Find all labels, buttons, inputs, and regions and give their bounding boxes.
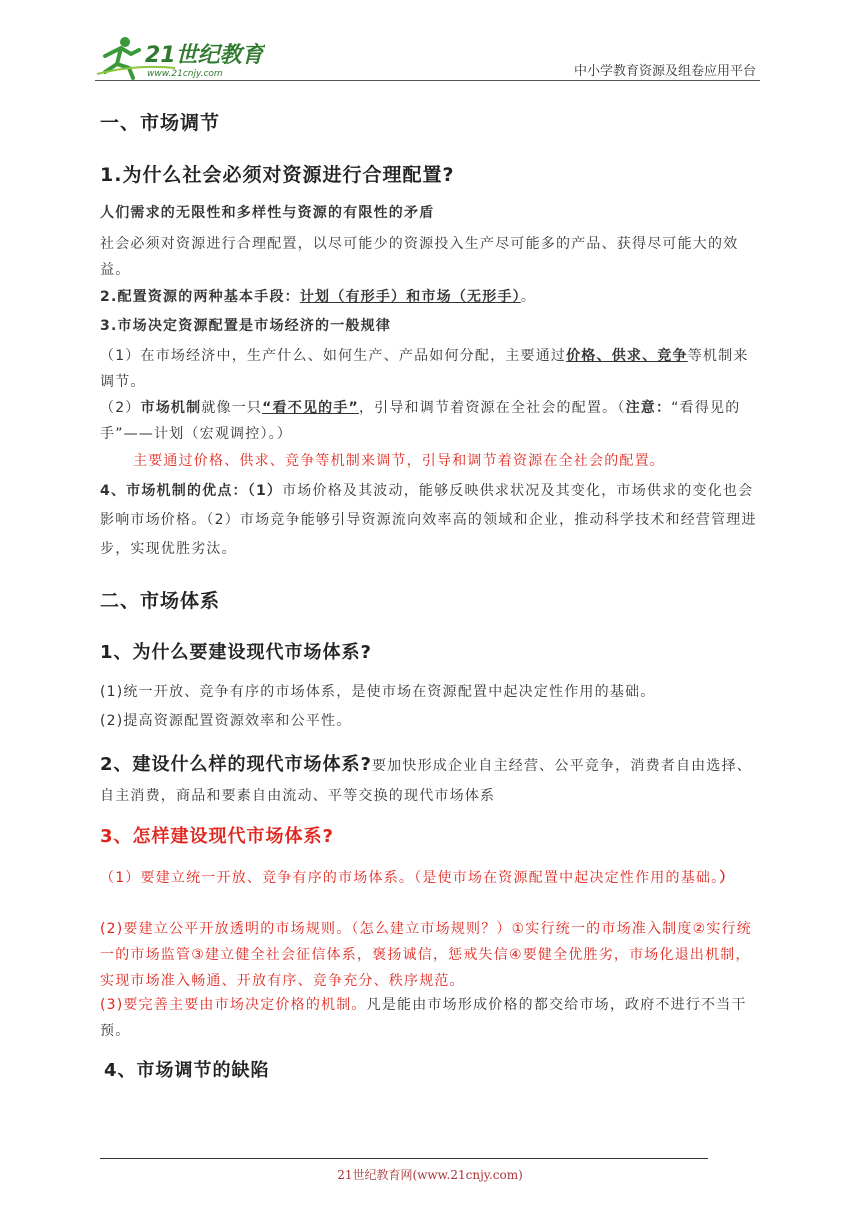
s2-question-1: 1、为什么要建设现代市场体系? — [100, 642, 372, 663]
s2-q3-point-3 — [100, 992, 762, 1044]
s1-question-1: 1.为什么社会必须对资源进行合理配置? — [100, 164, 455, 186]
platform-name: 中小学教育资源及组卷应用平台 — [573, 64, 756, 79]
q2-text: 要加快形成企业自主经营、公平竞争，消费者自由选择、自主消费，商品和要素自由流动、平等交换的现代市场体系 — [100, 758, 752, 804]
q4-label: 4、市场机制的优点：（1） — [100, 483, 283, 499]
s2-question-2 — [100, 750, 762, 811]
q3-p1-end: 等机制来调节。 — [100, 348, 749, 390]
s2-q3-point-1 — [100, 865, 762, 891]
q3-p2-note-label: 注意： — [625, 400, 672, 416]
q2-heading: 2、建设什么样的现代市场体系? — [100, 754, 372, 775]
logo-text: 21世纪教育 — [145, 43, 264, 68]
s2-question-3: 3、怎样建设现代市场体系? — [100, 826, 334, 847]
q2-end: 。 — [520, 289, 537, 305]
runner-logo-icon — [95, 34, 265, 82]
q3-p1-underlined: 价格、供求、竞争 — [566, 348, 688, 364]
section-1-title: 一、市场调节 — [100, 112, 221, 134]
s1-question-4 — [100, 477, 762, 564]
q4-text: 市场价格及其波动，能够反映供求状况及其变化，市场供求的变化也会影响市场价格。（2）市场竞争能够引导资源流向效率高的领域和企业，推动科学技术和经营管理进步，实现优胜劣汰。 — [100, 483, 757, 557]
q3-p2-note: “看得见的手”——计划（宏观调控）。） — [100, 400, 741, 442]
s1-question-3: 3.市场决定资源配置是市场经济的一般规律 — [100, 318, 392, 334]
section-2-title: 二、市场体系 — [100, 590, 221, 612]
header-divider — [95, 80, 760, 81]
s1-question-2 — [100, 284, 762, 310]
q3-a-text: （1）要建立统一开放、竞争有序的市场体系。（是使市场在资源配置中起决定性作用的基础。 — [100, 870, 720, 886]
logo-url: www.21cnjy.com — [147, 69, 223, 79]
q3-p2-text: 就像一只 — [201, 400, 263, 416]
footer-text: 21世纪教育网(www.21cnjy.com) — [337, 1168, 523, 1182]
q3-c-red: (3)要完善主要由市场决定价格的机制。 — [100, 997, 367, 1013]
q3-c-text: 凡是能由市场形成价格的都交给市场，政府不进行不当干预。 — [100, 997, 747, 1039]
q3-p2-num: （2） — [100, 400, 141, 416]
q3-p2-underlined: “看不见的手” — [262, 400, 359, 416]
s1-q3-point-1 — [100, 343, 762, 395]
s2-q3-point-2: (2)要建立公平开放透明的市场规则。（怎么建立市场规则？）①实行统一的市场准入制度②实行统一的市场监管③建立健全社会征信体系，褒扬诚信，惩戒失信④要健全优胜劣，市场化退出机制，实现市场准入畅通、开放有序、竞争充分、秩序规范。 — [100, 921, 752, 989]
s1-q3-point-2 — [100, 395, 762, 447]
s1-q1-bold: 人们需求的无限性和多样性与资源的有限性的矛盾 — [100, 205, 435, 221]
s2-q1-point-1: (1)统一开放、竞争有序的市场体系，是使市场在资源配置中起决定性作用的基础。 — [100, 684, 656, 700]
s1-q1-text: 社会必须对资源进行合理配置，以尽可能少的资源投入生产尽可能多的产品、获得尽可能大的效益。 — [100, 236, 739, 278]
q3-p2-bold: 市场机制 — [140, 400, 202, 416]
q3-a-end: ） — [719, 870, 735, 886]
s2-q1-point-2: (2)提高资源配置资源效率和公平性。 — [100, 713, 352, 729]
s2-question-4: 4、市场调节的缺陷 — [104, 1060, 270, 1081]
s1-red-summary: 主要通过价格、供求、竞争等机制来调节，引导和调节着资源在全社会的配置。 — [133, 453, 665, 469]
footer-divider — [100, 1158, 708, 1159]
q3-p2-text-2: ，引导和调节着资源在全社会的配置。（ — [358, 400, 626, 416]
site-logo — [95, 34, 265, 82]
q2-label: 2.配置资源的两种基本手段： — [100, 289, 300, 305]
q2-underlined: 计划（有形手）和市场（无形手） — [299, 289, 521, 305]
q3-p1-text: （1）在市场经济中，生产什么、如何生产、产品如何分配，主要通过 — [100, 348, 567, 364]
